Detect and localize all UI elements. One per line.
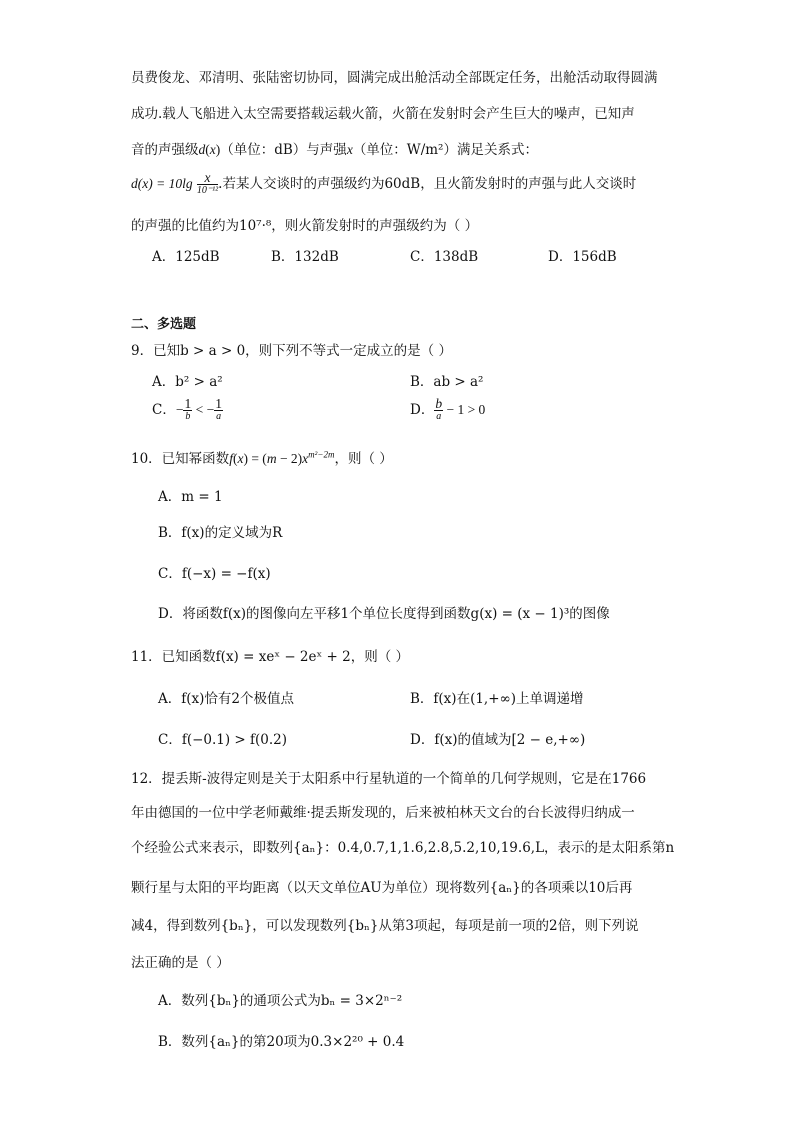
q11-option-c: C．f(−0.1) > f(0.2) (158, 732, 288, 748)
q12-line-3: 个经验公式来表示，即数列{aₙ}：0.4,0.7,1,1.6,2.8,5.2,10,19.6,L，表示的是太阳系第n (131, 840, 675, 856)
q8-option-d: D．156dB (548, 249, 617, 265)
q9-stem: 9．已知b > a > 0，则下列不等式一定成立的是（ ） (131, 343, 452, 359)
q10-stem: 10．已知幂函数$f(x) = (m - 2)x^{m^2-2m}$，则（ ） (131, 449, 393, 467)
q12-option-a: A．数列{bₙ}的通项公式为bₙ = 3×2ⁿ⁻² (158, 993, 403, 1009)
q9-option-c: C．− $\frac{1}{b}$ < − $\frac{1}{a}$ (152, 396, 222, 422)
q8-option-a: A．125dB (152, 249, 220, 265)
q10-option-a: A．m = 1 (158, 489, 223, 505)
q8-formula-fraction: $\frac{x}{\text{10⁻¹²}}$ (196, 170, 219, 196)
q8-option-c: C．138dB (410, 249, 479, 265)
q11-stem: 11．已知函数f(x) = xeˣ − 2eˣ + 2，则（ ） (131, 649, 410, 665)
q10-option-b: B．f(x)的定义域为R (158, 525, 283, 541)
q8-formula-prefix: d(x) = 10lg (131, 176, 193, 191)
q10-option-d: D．将函数f(x)的图像向左平移1个单位长度得到函数g(x) = (x − 1)³的图像 (158, 606, 610, 622)
q8-option-b: B．132dB (271, 249, 339, 265)
q12-line-2: 年由德国的一位中学老师戴维·提丢斯发现的，后来被柏林天文台的台长波得归纳成一 (131, 805, 635, 821)
q11-option-a: A．f(x)恰有2个极值点 (158, 691, 294, 707)
q12-line-1: 12．提丢斯-波得定则是关于太阳系中行星轨道的一个简单的几何学规则，它是在1766 (131, 771, 647, 787)
q11-option-b: B．f(x)在(1,+∞)上单调递增 (410, 691, 584, 707)
q8-line-2: 成功.载人飞船进入太空需要搭载运载火箭，火箭在发射时会产生巨大的噪声，已知声 (131, 106, 635, 122)
q10-option-c: C．f(−x) = −f(x) (158, 566, 271, 582)
q12-line-5: 减4，得到数列{bₙ}，可以发现数列{bₙ}从第3项起，每项是前一项的2倍，则下列说 (131, 918, 639, 934)
q9-option-d: D． $\frac{b}{a}$ − 1 > 0 (410, 396, 486, 422)
q12-line-4: 颗行星与太阳的平均距离（以天文单位AU为单位）现将数列{aₙ}的各项乘以10后再 (131, 880, 633, 896)
q9-option-b: B．ab > a² (410, 374, 484, 390)
q8-line-4: d(x) = 10lg $\frac{x}{\text{10⁻¹²}}$ .若某人交谈时的声强级约为60dB，且火箭发射时的声强与此人交谈时 (131, 170, 637, 196)
q8-line-5: 的声强的比值约为10⁷·⁸，则火箭发射时的声强级约为（ ） (131, 218, 479, 234)
q9-option-a: A．b² > a² (152, 374, 223, 390)
q8-line-3: 音的声强级d(x)（单位：dB）与声强x（单位：W/m²）满足关系式： (131, 142, 538, 158)
q12-line-6: 法正确的是（ ） (131, 955, 230, 971)
q11-option-d: D．f(x)的值域为[2 − e,+∞) (410, 732, 586, 748)
q8-line-1: 员费俊龙、邓清明、张陆密切协同，圆满完成出舱活动全部既定任务，出舱活动取得圆满 (131, 70, 658, 86)
q12-option-b: B．数列{aₙ}的第20项为0.3×2²⁰ + 0.4 (158, 1034, 405, 1050)
section-title: 二、多选题 (131, 317, 197, 332)
